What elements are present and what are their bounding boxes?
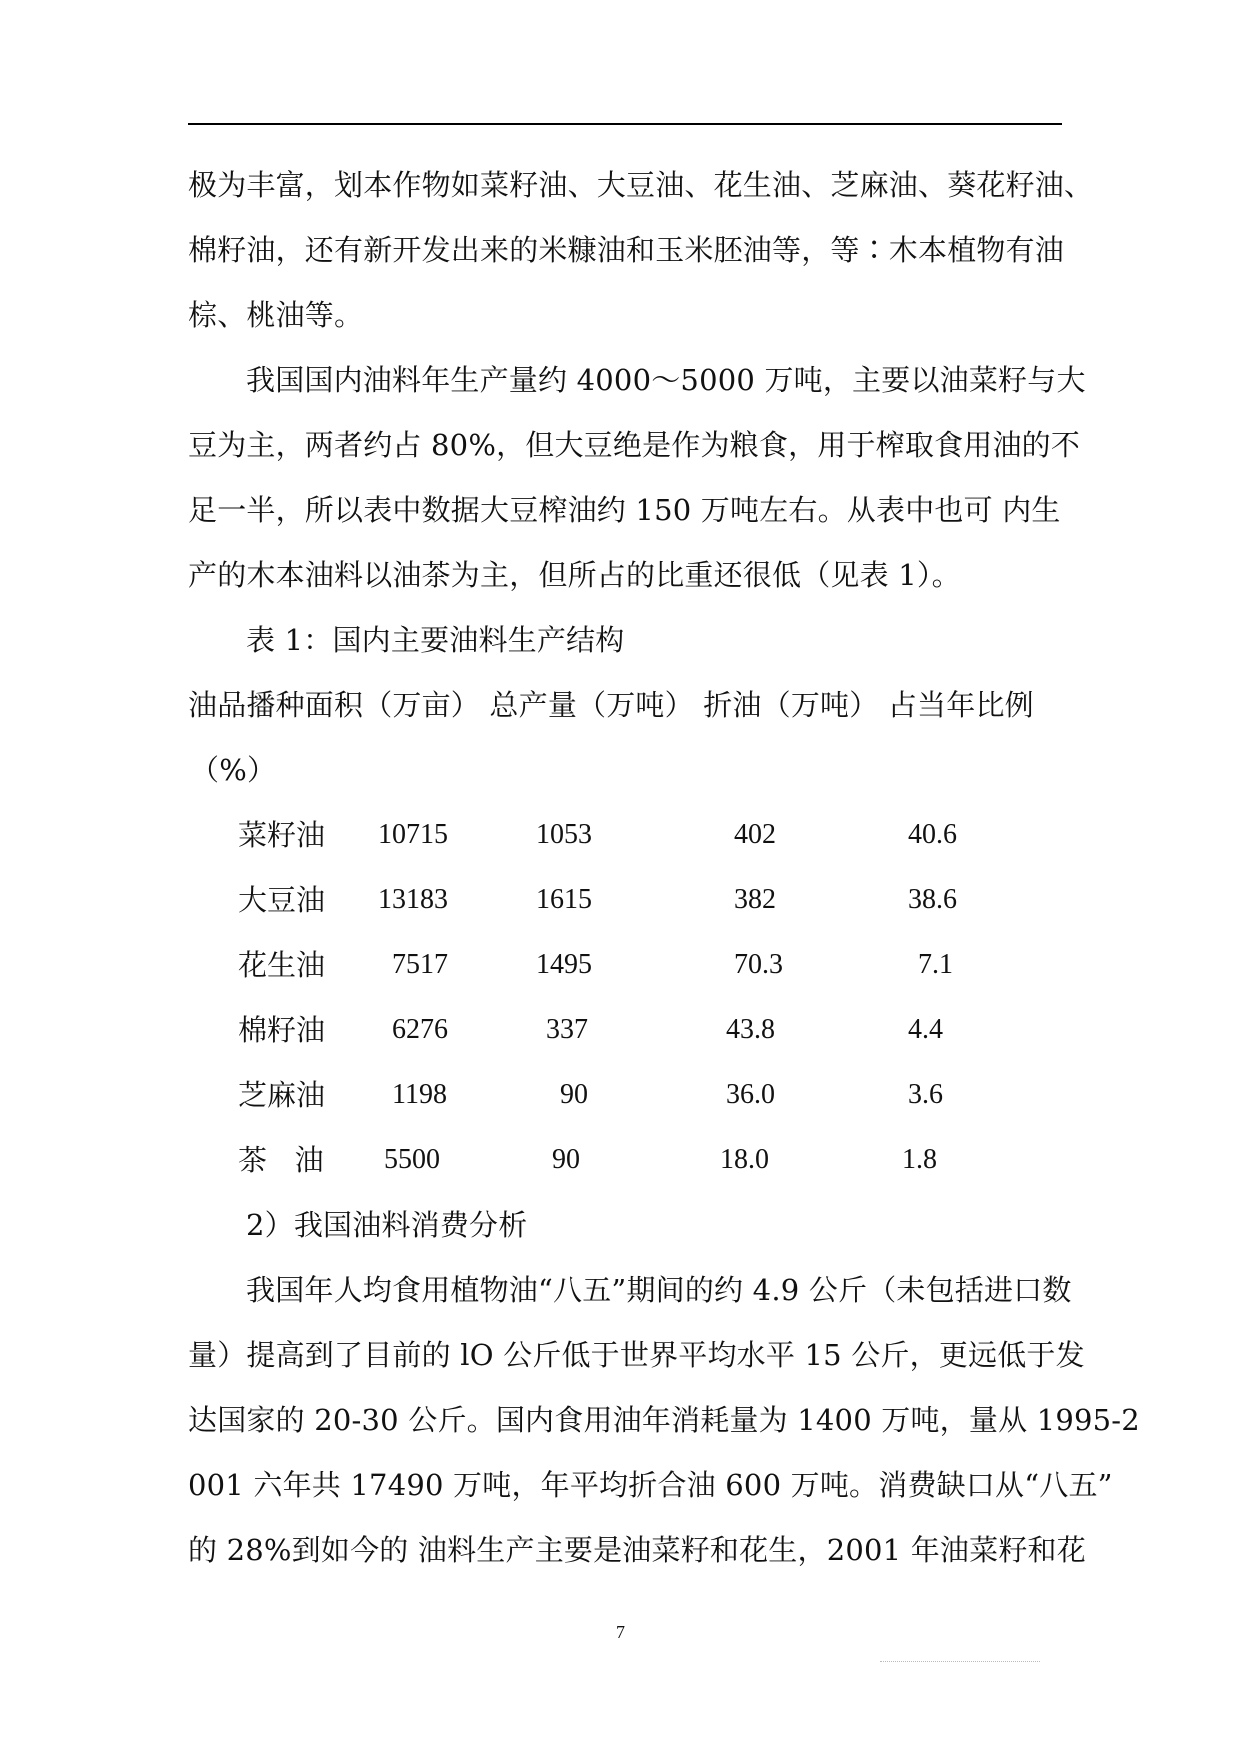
oil-name: 花生油 xyxy=(238,948,326,982)
table-header: 油品播种面积（万亩） 总产量（万吨） 折油（万吨） 占当年比例 xyxy=(188,688,1034,722)
total-output: 90 xyxy=(560,1079,588,1110)
oil-name: 菜籽油 xyxy=(238,818,326,852)
planting-area: 13183 xyxy=(378,884,448,915)
percentage: 1.8 xyxy=(902,1144,937,1175)
paragraph-line: 达国家的 20-30 公斤。国内食用油年消耗量为 1400 万吨，量从 1995-2 xyxy=(188,1403,1140,1437)
table-header-unit: （%） xyxy=(190,753,277,787)
total-output: 1053 xyxy=(536,819,592,850)
percentage: 3.6 xyxy=(908,1079,943,1110)
oil-name: 茶 油 xyxy=(238,1143,324,1177)
total-output: 337 xyxy=(546,1014,588,1045)
paragraph-line: 极为丰富，划本作物如菜籽油、大豆油、花生油、芝麻油、葵花籽油、 xyxy=(188,168,1094,202)
paragraph-line: 001 六年共 17490 万吨，年平均折合油 600 万吨。消费缺口从“八五” xyxy=(188,1468,1113,1502)
oil-equivalent: 36.0 xyxy=(726,1079,775,1110)
percentage: 40.6 xyxy=(908,819,957,850)
footer-dotted-line xyxy=(880,1661,1040,1662)
paragraph-line: 棉籽油，还有新开发出来的米糠油和玉米胚油等，等∶木本植物有油 xyxy=(188,233,1065,267)
percentage: 7.1 xyxy=(918,949,953,980)
planting-area: 6276 xyxy=(392,1014,448,1045)
oil-name: 芝麻油 xyxy=(238,1078,326,1112)
oil-equivalent: 70.3 xyxy=(734,949,783,980)
paragraph-line: 量）提高到了目前的 lO 公斤低于世界平均水平 15 公斤，更远低于发 xyxy=(188,1338,1085,1372)
percentage: 38.6 xyxy=(908,884,957,915)
table-caption: 表 1：国内主要油料生产结构 xyxy=(246,623,625,657)
percentage: 4.4 xyxy=(908,1014,943,1045)
planting-area: 5500 xyxy=(384,1144,440,1175)
planting-area: 1198 xyxy=(392,1079,447,1110)
header-rule xyxy=(188,123,1062,125)
paragraph-line: 足一半，所以表中数据大豆榨油约 150 万吨左右。从表中也可 内生 xyxy=(188,493,1061,527)
paragraph-line: 棕、桃油等。 xyxy=(188,298,364,332)
paragraph-line: 我国年人均食用植物油“八五”期间的约 4.9 公斤（未包括进口数 xyxy=(246,1273,1072,1307)
paragraph-line: 的 28%到如今的 油料生产主要是油菜籽和花生，2001 年油菜籽和花 xyxy=(188,1533,1086,1567)
page-number: 7 xyxy=(616,1622,625,1642)
paragraph-line: 我国国内油料年生产量约 4000～5000 万吨，主要以油菜籽与大 xyxy=(246,363,1086,397)
oil-equivalent: 382 xyxy=(734,884,776,915)
oil-equivalent: 43.8 xyxy=(726,1014,775,1045)
oil-equivalent: 402 xyxy=(734,819,776,850)
section-heading: 2）我国油料消费分析 xyxy=(246,1208,528,1242)
oil-name: 棉籽油 xyxy=(238,1013,326,1047)
planting-area: 7517 xyxy=(392,949,448,980)
total-output: 90 xyxy=(552,1144,580,1175)
total-output: 1615 xyxy=(536,884,592,915)
total-output: 1495 xyxy=(536,949,592,980)
paragraph-line: 产的木本油料以油茶为主，但所占的比重还很低（见表 1）。 xyxy=(188,558,961,592)
planting-area: 10715 xyxy=(378,819,448,850)
oil-equivalent: 18.0 xyxy=(720,1144,769,1175)
paragraph-line: 豆为主，两者约占 80%，但大豆绝是作为粮食，用于榨取食用油的不 xyxy=(188,428,1081,462)
oil-name: 大豆油 xyxy=(238,883,326,917)
